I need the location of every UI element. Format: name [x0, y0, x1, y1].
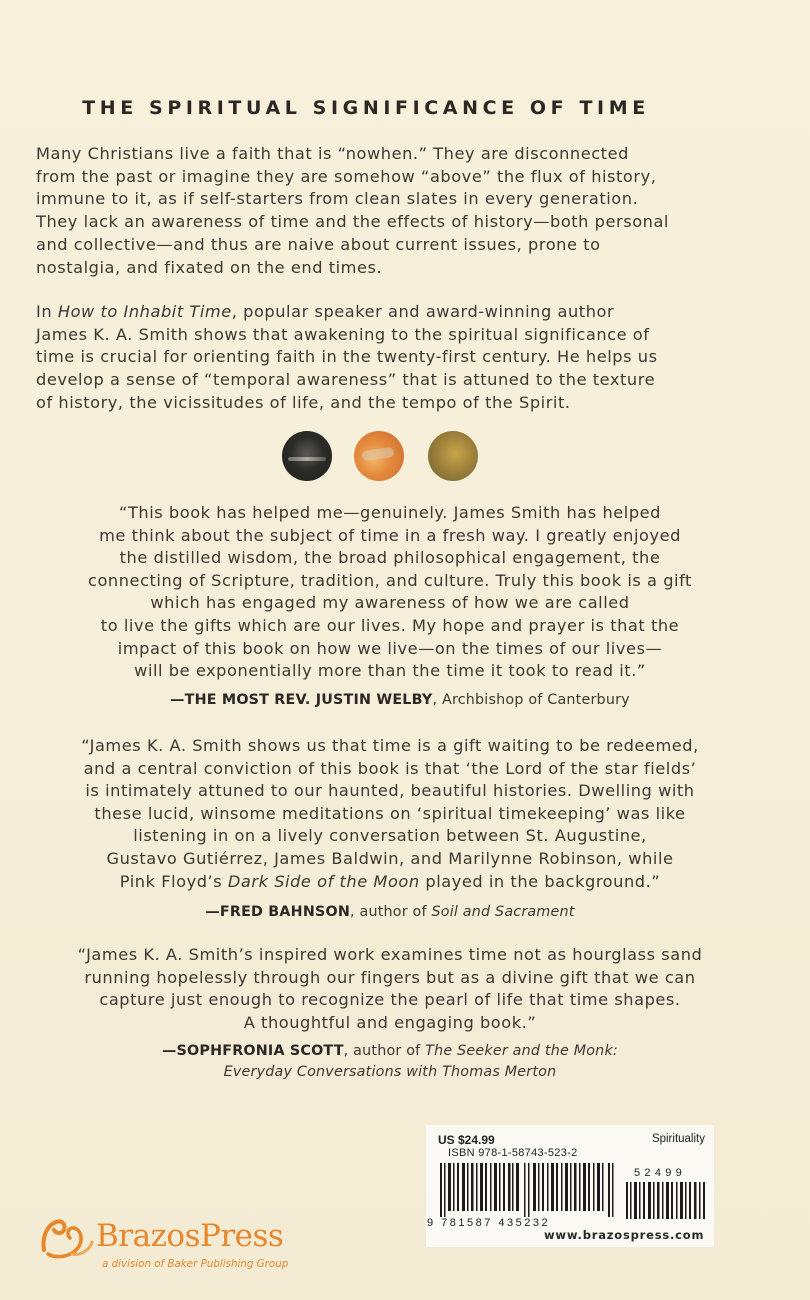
endorsement-quote-1 — [30, 502, 750, 683]
category-label: Spirituality — [651, 1133, 705, 1145]
quote-line: impact of this book on how we live—on the times of our lives— — [117, 638, 663, 658]
quote-line: and a central conviction of this book is that ‘the Lord of the star fields’ — [83, 758, 697, 778]
quote-line: “This book has helped me—genuinely. James Smith has helped — [119, 503, 661, 522]
quote-line: running hopelessly through our fingers but as a divine gift that we can — [84, 967, 696, 987]
author-book-title: Soil and Sacrament — [431, 904, 575, 920]
cover-heading: THE SPIRITUAL SIGNIFICANCE OF TIME — [82, 97, 650, 119]
publisher-name: BrazosPress — [96, 1218, 284, 1254]
text-line: Many Christians live a faith that is “nowhen.” They are disconnected — [36, 144, 629, 163]
night-circle-image — [282, 431, 332, 481]
author-book-title: The Seeker and the Monk: — [425, 1043, 618, 1059]
ean-digits: 9 781587 435232 — [427, 1217, 551, 1229]
price-addon-barcode — [626, 1182, 706, 1219]
addon-digits: 52499 — [634, 1167, 687, 1179]
quote-line: listening in on a lively conversation between St. Augustine, — [133, 826, 647, 846]
price-label: US $24.99 — [438, 1133, 495, 1147]
attribution-line — [30, 1041, 750, 1062]
text-line: from the past or imagine they are somehow “above” the flux of history, — [36, 166, 657, 186]
text-line: of history, the vicissitudes of life, and the tempo of the Spirit. — [36, 392, 571, 412]
text-span: played in the background.” — [419, 871, 661, 891]
quote-line: A thoughtful and engaging book.” — [243, 1012, 537, 1032]
book-title: How to Inhabit Time — [57, 302, 232, 321]
author-role: , Archbishop of Canterbury — [432, 692, 630, 708]
quote-line: which has engaged my awareness of how we are called — [150, 593, 630, 613]
text-span: Pink Floyd’s — [119, 871, 228, 891]
quote-line: Gustavo Gutiérrez, James Baldwin, and Marilynne Robinson, while — [106, 848, 674, 868]
author-role: , author of — [343, 1043, 426, 1059]
author-name: —SOPHFRONIA SCOTT — [162, 1043, 344, 1059]
barcode-panel — [426, 1125, 714, 1247]
endorsement-quote-2 — [30, 735, 750, 893]
description-paragraph-1 — [36, 143, 726, 279]
ean-barcode — [438, 1163, 618, 1217]
quote-line: these lucid, winsome meditations on ‘spiritual timekeeping’ was like — [94, 803, 686, 823]
golden-circle-image — [428, 431, 478, 481]
quote-line: capture just enough to recognize the pearl of life that time shapes. — [99, 990, 681, 1010]
author-name: —FRED BAHNSON — [205, 904, 350, 920]
text-span: , popular speaker and award-winning author — [231, 302, 615, 321]
text-line: They lack an awareness of time and the effects of history—both personal — [36, 212, 669, 232]
quote-attribution-1 — [40, 690, 760, 711]
description-paragraph-2 — [36, 301, 726, 415]
quote-line — [30, 871, 750, 894]
text-line: time is crucial for orienting faith in the twenty-first century. He helps us — [36, 347, 658, 367]
text-line — [36, 301, 726, 324]
quote-line: “James K. A. Smith’s inspired work examines time not as hourglass sand — [77, 945, 703, 964]
text-line: nostalgia, and fixated on the end times. — [36, 257, 383, 277]
publisher-url: www.brazospress.com — [544, 1228, 705, 1242]
author-book-subtitle: Everyday Conversations with Thomas Merton — [223, 1064, 557, 1080]
text-line: immune to it, as if self-starters from clean slates in every generation. — [36, 189, 639, 209]
text-line: James K. A. Smith shows that awakening to the spiritual significance of — [36, 324, 650, 344]
sunset-circle-image — [354, 431, 404, 481]
text-line: and collective—and thus are naive about current issues, prone to — [36, 234, 601, 254]
author-name: —THE MOST REV. JUSTIN WELBY — [170, 692, 433, 708]
album-title: Dark Side of the Moon — [227, 871, 420, 891]
text-span: In — [36, 302, 58, 321]
quote-line: to live the gifts which are our lives. My hope and prayer is that the — [100, 615, 680, 635]
quote-line: connecting of Scripture, tradition, and culture. Truly this book is a gift — [88, 570, 692, 590]
quote-line: is intimately attuned to our haunted, beautiful histories. Dwelling with — [85, 781, 695, 801]
text-line: develop a sense of “temporal awareness” that is attuned to the texture — [36, 370, 656, 390]
quote-line: me think about the subject of time in a fresh way. I greatly enjoyed — [99, 525, 681, 545]
author-role: , author of — [350, 904, 432, 920]
endorsement-quote-3 — [30, 944, 750, 1034]
quote-attribution-2 — [30, 902, 750, 923]
attribution-line — [30, 1062, 750, 1083]
quote-line: the distilled wisdom, the broad philosophical engagement, the — [119, 548, 661, 568]
publisher-subtitle: a division of Baker Publishing Group — [102, 1258, 289, 1270]
quote-line: will be exponentially more than the time it took to read it.” — [134, 661, 646, 681]
quote-line: “James K. A. Smith shows us that time is a gift waiting to be redeemed, — [81, 736, 699, 755]
isbn-label: ISBN 978-1-58743-523-2 — [448, 1147, 578, 1159]
quote-attribution-3 — [30, 1041, 750, 1083]
brazos-swirl-icon — [38, 1214, 96, 1262]
decorative-circles — [282, 431, 482, 483]
publisher-logo — [38, 1210, 308, 1280]
